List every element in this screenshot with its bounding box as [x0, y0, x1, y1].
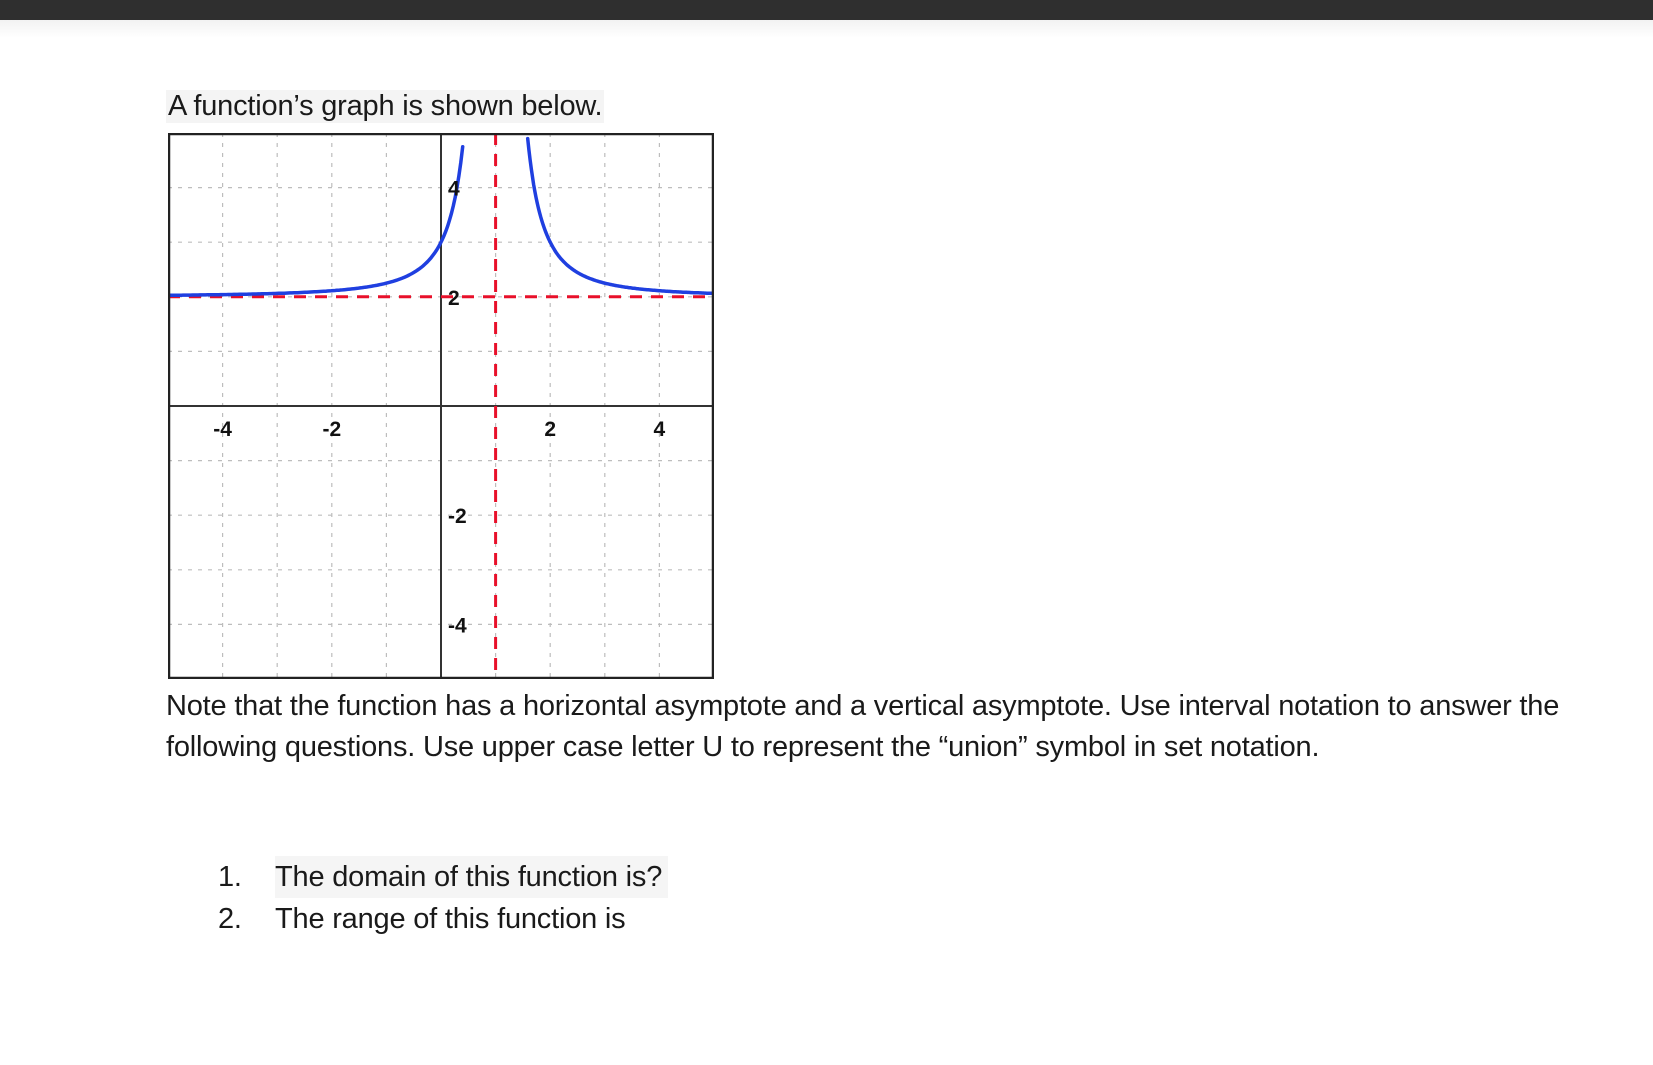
x-tick-label: 2: [544, 418, 557, 441]
y-tick-label: -2: [448, 505, 467, 529]
question-text: The domain of this function is?: [275, 856, 668, 898]
question-list: [218, 856, 668, 940]
axes: [168, 133, 714, 679]
question-number: 1.: [218, 861, 242, 893]
curve-left-branch: [168, 147, 463, 296]
note-paragraph: Note that the function has a horizontal asymptote and a vertical asymptote. Use interval notation to answer the following questions. Use upper case letter U to represent the “union” symbol in set notation.: [166, 690, 1560, 763]
question-item: [218, 856, 668, 898]
y-tick-label: 2: [448, 286, 460, 310]
x-tick-label: -2: [322, 418, 342, 441]
x-tick-label: 4: [653, 418, 666, 441]
question-text: The range of this function is: [275, 903, 626, 935]
question-number: 2.: [218, 903, 242, 935]
function-graph: [168, 133, 714, 679]
question-item: [218, 898, 668, 940]
curve-right-branch: [528, 139, 714, 294]
y-tick-label: -4: [448, 614, 467, 638]
intro-text: A function’s graph is shown below.: [168, 90, 603, 122]
x-tick-label: -4: [213, 418, 232, 441]
y-tick-label: 4: [448, 177, 460, 201]
